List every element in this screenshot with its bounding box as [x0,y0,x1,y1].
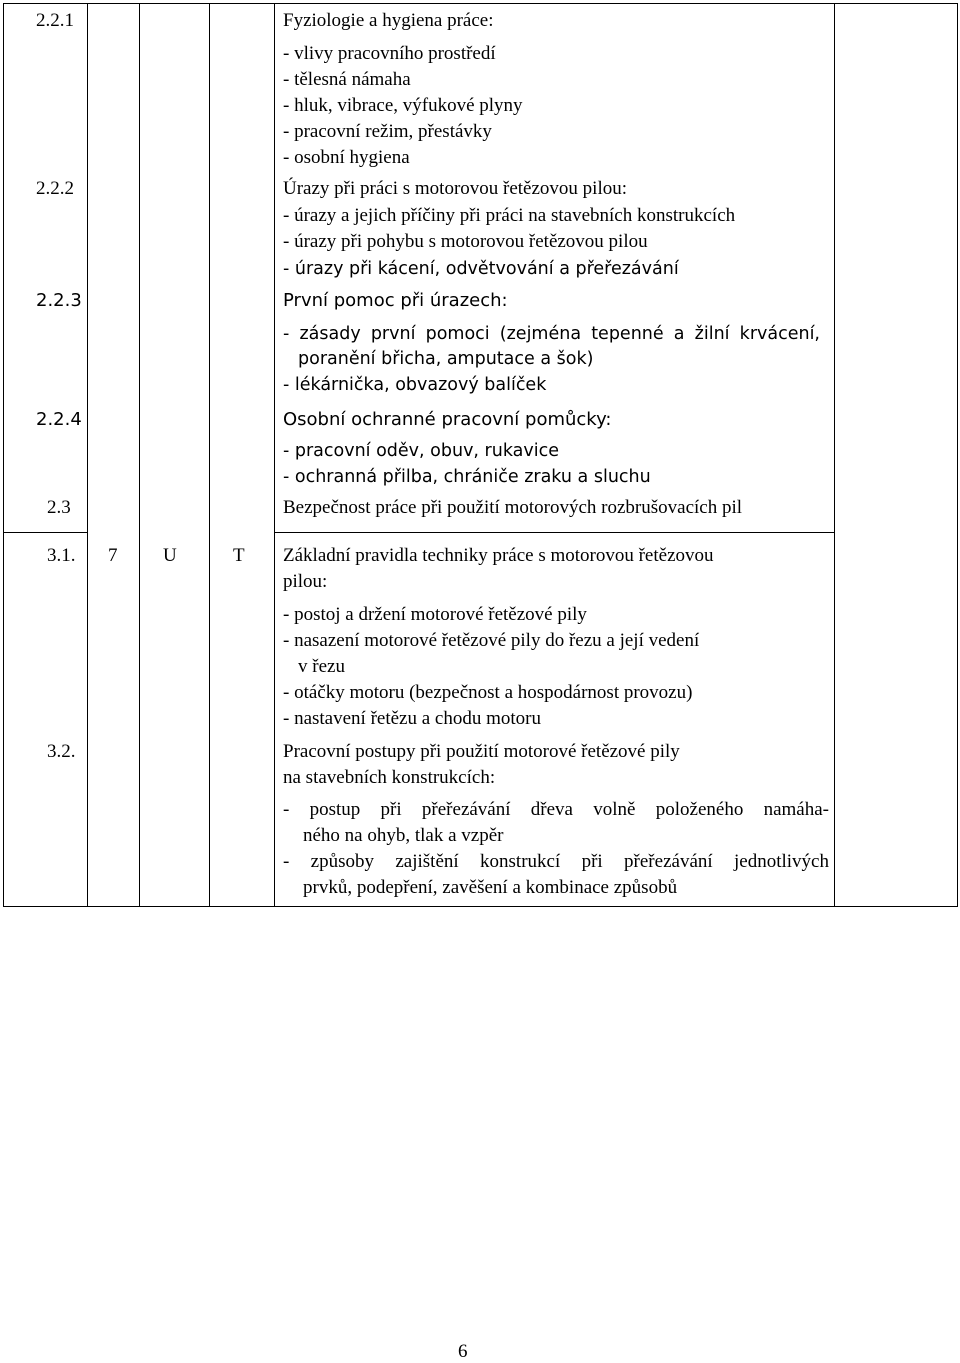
column-divider [209,4,210,906]
row-number: 2.2.4 [36,409,82,430]
list-item: - zásady první pomoci (zejména tepenné a žilní krvácení, [283,324,820,344]
list-item: - postoj a držení motorové řetězové pily [283,604,587,625]
section-title: Pracovní postupy při použití motorové řetězové pily [283,741,680,762]
list-item: - úrazy a jejich příčiny při práci na stavebních konstrukcích [283,205,736,226]
list-item: - pracovní oděv, obuv, rukavice [283,441,560,461]
section-title-continued: na stavebních konstrukcích: [283,767,496,788]
row-divider [274,532,834,533]
list-item: - pracovní režim, přestávky [283,121,492,142]
section-title: Bezpečnost práce při použití motorových rozbrušovacích pil [283,497,743,518]
page-number: 6 [458,1341,468,1362]
row-number: 2.2.2 [36,178,74,199]
list-item: - ochranná přilba, chrániče zraku a sluchu [283,467,651,487]
section-title-continued: pilou: [283,571,328,592]
section-title: Osobní ochranné pracovní pomůcky: [283,409,612,430]
list-item: - tělesná námaha [283,69,411,90]
hours-value: 7 [108,545,118,566]
section-title: Úrazy při práci s motorovou řetězovou pilou: [283,178,628,199]
list-item: prvků, podepření, zavěšení a kombinace způsobů [303,877,678,898]
teaching-mark-t: T [233,545,245,566]
list-item: - nasazení motorové řetězové pily do řezu a její vedení [283,630,700,651]
row-divider [4,532,87,533]
list-item: - postup při přeřezávání dřeva volně položeného namáha- [283,799,829,820]
list-item: - lékárnička, obvazový balíček [283,375,547,395]
list-item: - způsoby zajištění konstrukcí při přeřezávání jednotlivých [283,851,829,872]
list-item: - hluk, vibrace, výfukové plyny [283,95,523,116]
row-number: 3.1. [47,545,76,566]
list-item: - vlivy pracovního prostředí [283,43,496,64]
list-item: - úrazy při kácení, odvětvování a přeřezávání [283,259,679,279]
column-divider [274,4,275,906]
teaching-mark-u: U [163,545,177,566]
row-number: 2.3 [47,497,71,518]
column-divider [139,4,140,906]
list-item: - otáčky motoru (bezpečnost a hospodárnost provozu) [283,682,693,703]
list-item: ného na ohyb, tlak a vzpěr [303,825,504,846]
section-title: První pomoc při úrazech: [283,290,508,311]
row-number: 2.2.3 [36,290,82,311]
list-item: - nastavení řetězu a chodu motoru [283,708,541,729]
list-item: v řezu [298,656,345,677]
section-title: Fyziologie a hygiena práce: [283,10,494,31]
column-divider [834,4,835,906]
list-item: - úrazy při pohybu s motorovou řetězovou pilou [283,231,648,252]
row-number: 2.2.1 [36,10,74,31]
column-divider [87,4,88,906]
list-item: poranění břicha, amputace a šok) [298,349,594,369]
list-item: - osobní hygiena [283,147,410,168]
section-title: Základní pravidla techniky práce s motorovou řetězovou [283,545,714,566]
row-number: 3.2. [47,741,76,762]
